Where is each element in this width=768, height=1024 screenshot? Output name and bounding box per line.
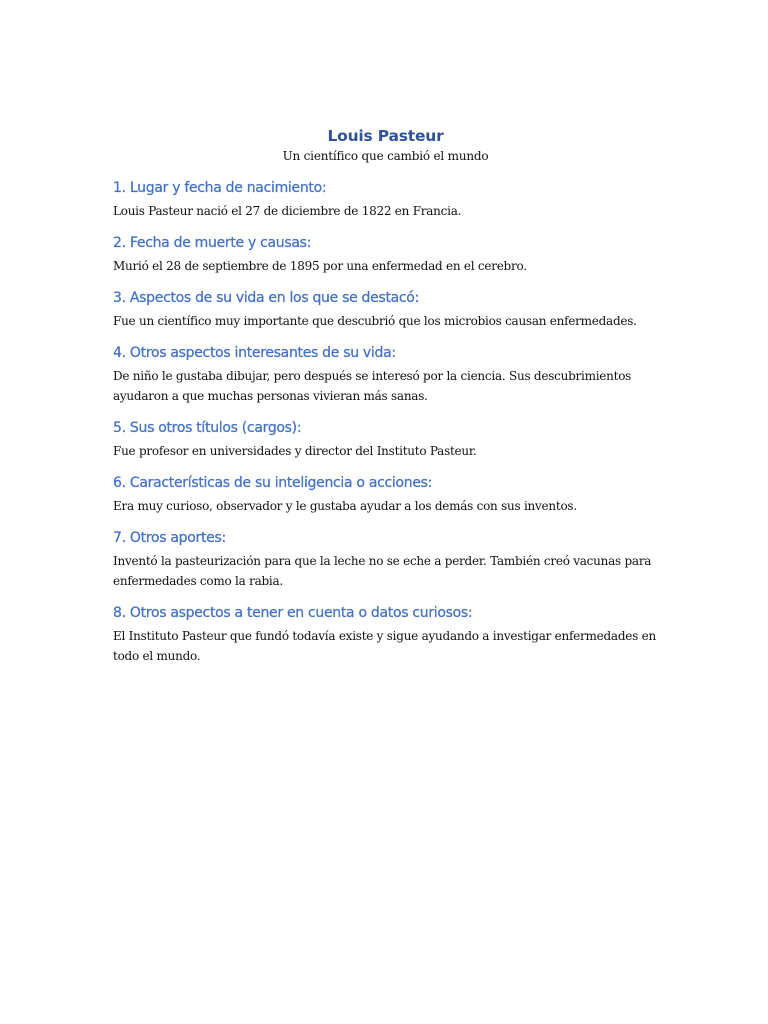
- section-body: Louis Pasteur nació el 27 de diciembre de 1822 en Francia.: [113, 204, 462, 218]
- section-heading: 7. Otros aportes:: [113, 530, 226, 546]
- section-heading: 4. Otros aspectos interesantes de su vida:: [113, 345, 396, 361]
- document-title: Louis Pasteur: [327, 127, 444, 145]
- section-body: Era muy curioso, observador y le gustaba ayudar a los demás con sus inventos.: [113, 499, 577, 513]
- section-heading: 1. Lugar y fecha de nacimiento:: [113, 180, 327, 196]
- section-birth: [113, 177, 658, 221]
- section-intelligence: [113, 472, 658, 516]
- section-body: El Instituto Pasteur que fundó todavía existe y sigue ayudando a investigar enfermedades en todo el mundo.: [113, 629, 656, 663]
- section-death: [113, 232, 658, 276]
- section-body: De niño le gustaba dibujar, pero después se interesó por la ciencia. Sus descubrimientos ayudaron a que muchas personas vivieran más sanas.: [113, 369, 632, 403]
- section-titles: [113, 417, 658, 461]
- section-heading: 2. Fecha de muerte y causas:: [113, 235, 312, 251]
- section-heading: 8. Otros aspectos a tener en cuenta o datos curiosos:: [113, 605, 473, 621]
- section-highlights: [113, 287, 658, 331]
- section-body: Fue profesor en universidades y director del Instituto Pasteur.: [113, 444, 477, 458]
- document-subtitle: Un científico que cambió el mundo: [282, 149, 489, 163]
- section-interesting-aspects: [113, 342, 658, 406]
- section-heading: 3. Aspectos de su vida en los que se destacó:: [113, 290, 419, 306]
- section-body: Fue un científico muy importante que descubrió que los microbios causan enfermedades.: [113, 314, 637, 328]
- section-heading: 5. Sus otros títulos (cargos):: [113, 420, 302, 436]
- section-contributions: [113, 527, 658, 591]
- section-body: Inventó la pasteurización para que la leche no se eche a perder. También creó vacunas para enfermedades como la rabia.: [113, 554, 652, 588]
- section-heading: 6. Características de su inteligencia o acciones:: [113, 475, 433, 491]
- document-content: [113, 125, 658, 677]
- section-curious-facts: [113, 602, 658, 666]
- section-body: Murió el 28 de septiembre de 1895 por una enfermedad en el cerebro.: [113, 259, 527, 273]
